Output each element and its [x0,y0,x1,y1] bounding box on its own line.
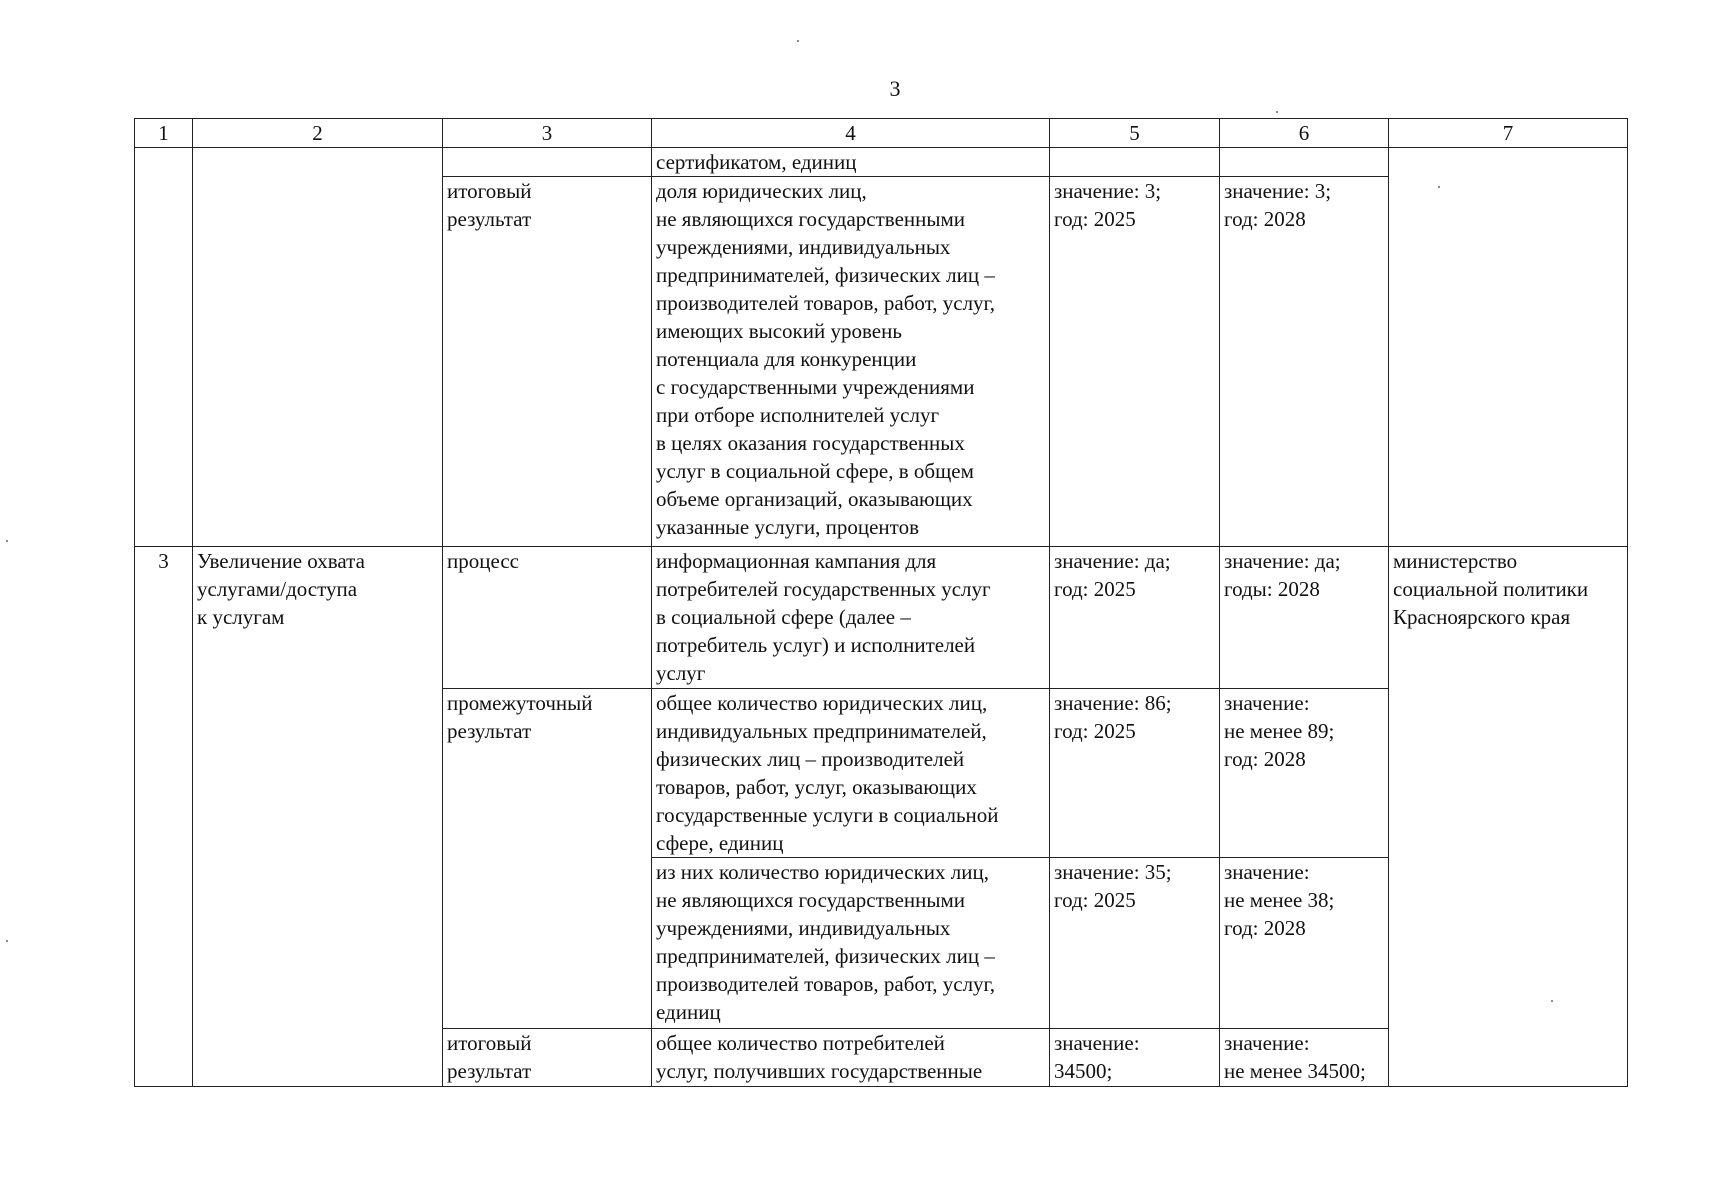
table-cell-indicator: сертификатом, единиц [652,148,1050,177]
table-cell-number: 3 [135,547,193,1087]
column-header: 2 [193,119,443,148]
column-header: 6 [1220,119,1389,148]
table-cell-target-value: значение: не менее 89; год: 2028 [1220,689,1389,858]
table-cell-target-value: значение: да; годы: 2028 [1220,547,1389,689]
table-cell-target-value [1220,148,1389,177]
column-header: 1 [135,119,193,148]
table-cell-number [135,148,193,547]
table-cell-responsible: министерство социальной политики Красноярского края [1389,547,1628,1087]
table-cell-base-value: значение: 34500; [1050,1029,1220,1087]
table-cell-indicator: доля юридических лиц, не являющихся государственными учреждениями, индивидуальных предпринимателей, физических лиц – производителей товаров, работ, услуг, имеющих высокий уровень потенциала для конкуренции с государственными учреждениями при отборе исполнителей услуг в целях оказания государственных услуг в социальной сфере, в общем объеме организаций, оказывающих указанные услуги, процентов [652,177,1050,547]
table-cell-target-value: значение: не менее 38; год: 2028 [1220,858,1389,1029]
table-cell-type [443,148,652,177]
table-cell-base-value [1050,148,1220,177]
table-cell-base-value: значение: 3; год: 2025 [1050,177,1220,547]
table-cell-base-value: значение: 35; год: 2025 [1050,858,1220,1029]
column-header: 3 [443,119,652,148]
table-cell-type: процесс [443,547,652,689]
document-table [134,118,1628,1087]
table-row [135,547,1628,689]
table-cell-type: итоговый результат [443,177,652,547]
table-cell-type: промежуточный результат [443,689,652,1029]
column-header: 7 [1389,119,1628,148]
table-cell-indicator: общее количество юридических лиц, индивидуальных предпринимателей, физических лиц – производителей товаров, работ, услуг, оказывающих государственные услуги в социальной сфере, единиц [652,689,1050,858]
table-cell-target-value: значение: 3; год: 2028 [1220,177,1389,547]
table-row [135,148,1628,177]
table-cell-type: итоговый результат [443,1029,652,1087]
column-header: 5 [1050,119,1220,148]
table-cell-base-value: значение: 86; год: 2025 [1050,689,1220,858]
page-number: 3 [889,76,901,101]
table-cell-indicator: из них количество юридических лиц, не являющихся государственными учреждениями, индивидуальных предпринимателей, физических лиц – производителей товаров, работ, услуг, единиц [652,858,1050,1029]
table-cell-task: Увеличение охвата услугами/доступа к услугам [193,547,443,1087]
table-cell-indicator: общее количество потребителей услуг, получивших государственные [652,1029,1050,1087]
table-cell-indicator: информационная кампания для потребителей государственных услуг в социальной сфере (далее – потребитель услуг) и исполнителей услуг [652,547,1050,689]
table-cell-responsible [1389,148,1628,547]
column-header: 4 [652,119,1050,148]
table-cell-base-value: значение: да; год: 2025 [1050,547,1220,689]
table-cell-task [193,148,443,547]
table-header-row [135,119,1628,148]
table-cell-target-value: значение: не менее 34500; [1220,1029,1389,1087]
